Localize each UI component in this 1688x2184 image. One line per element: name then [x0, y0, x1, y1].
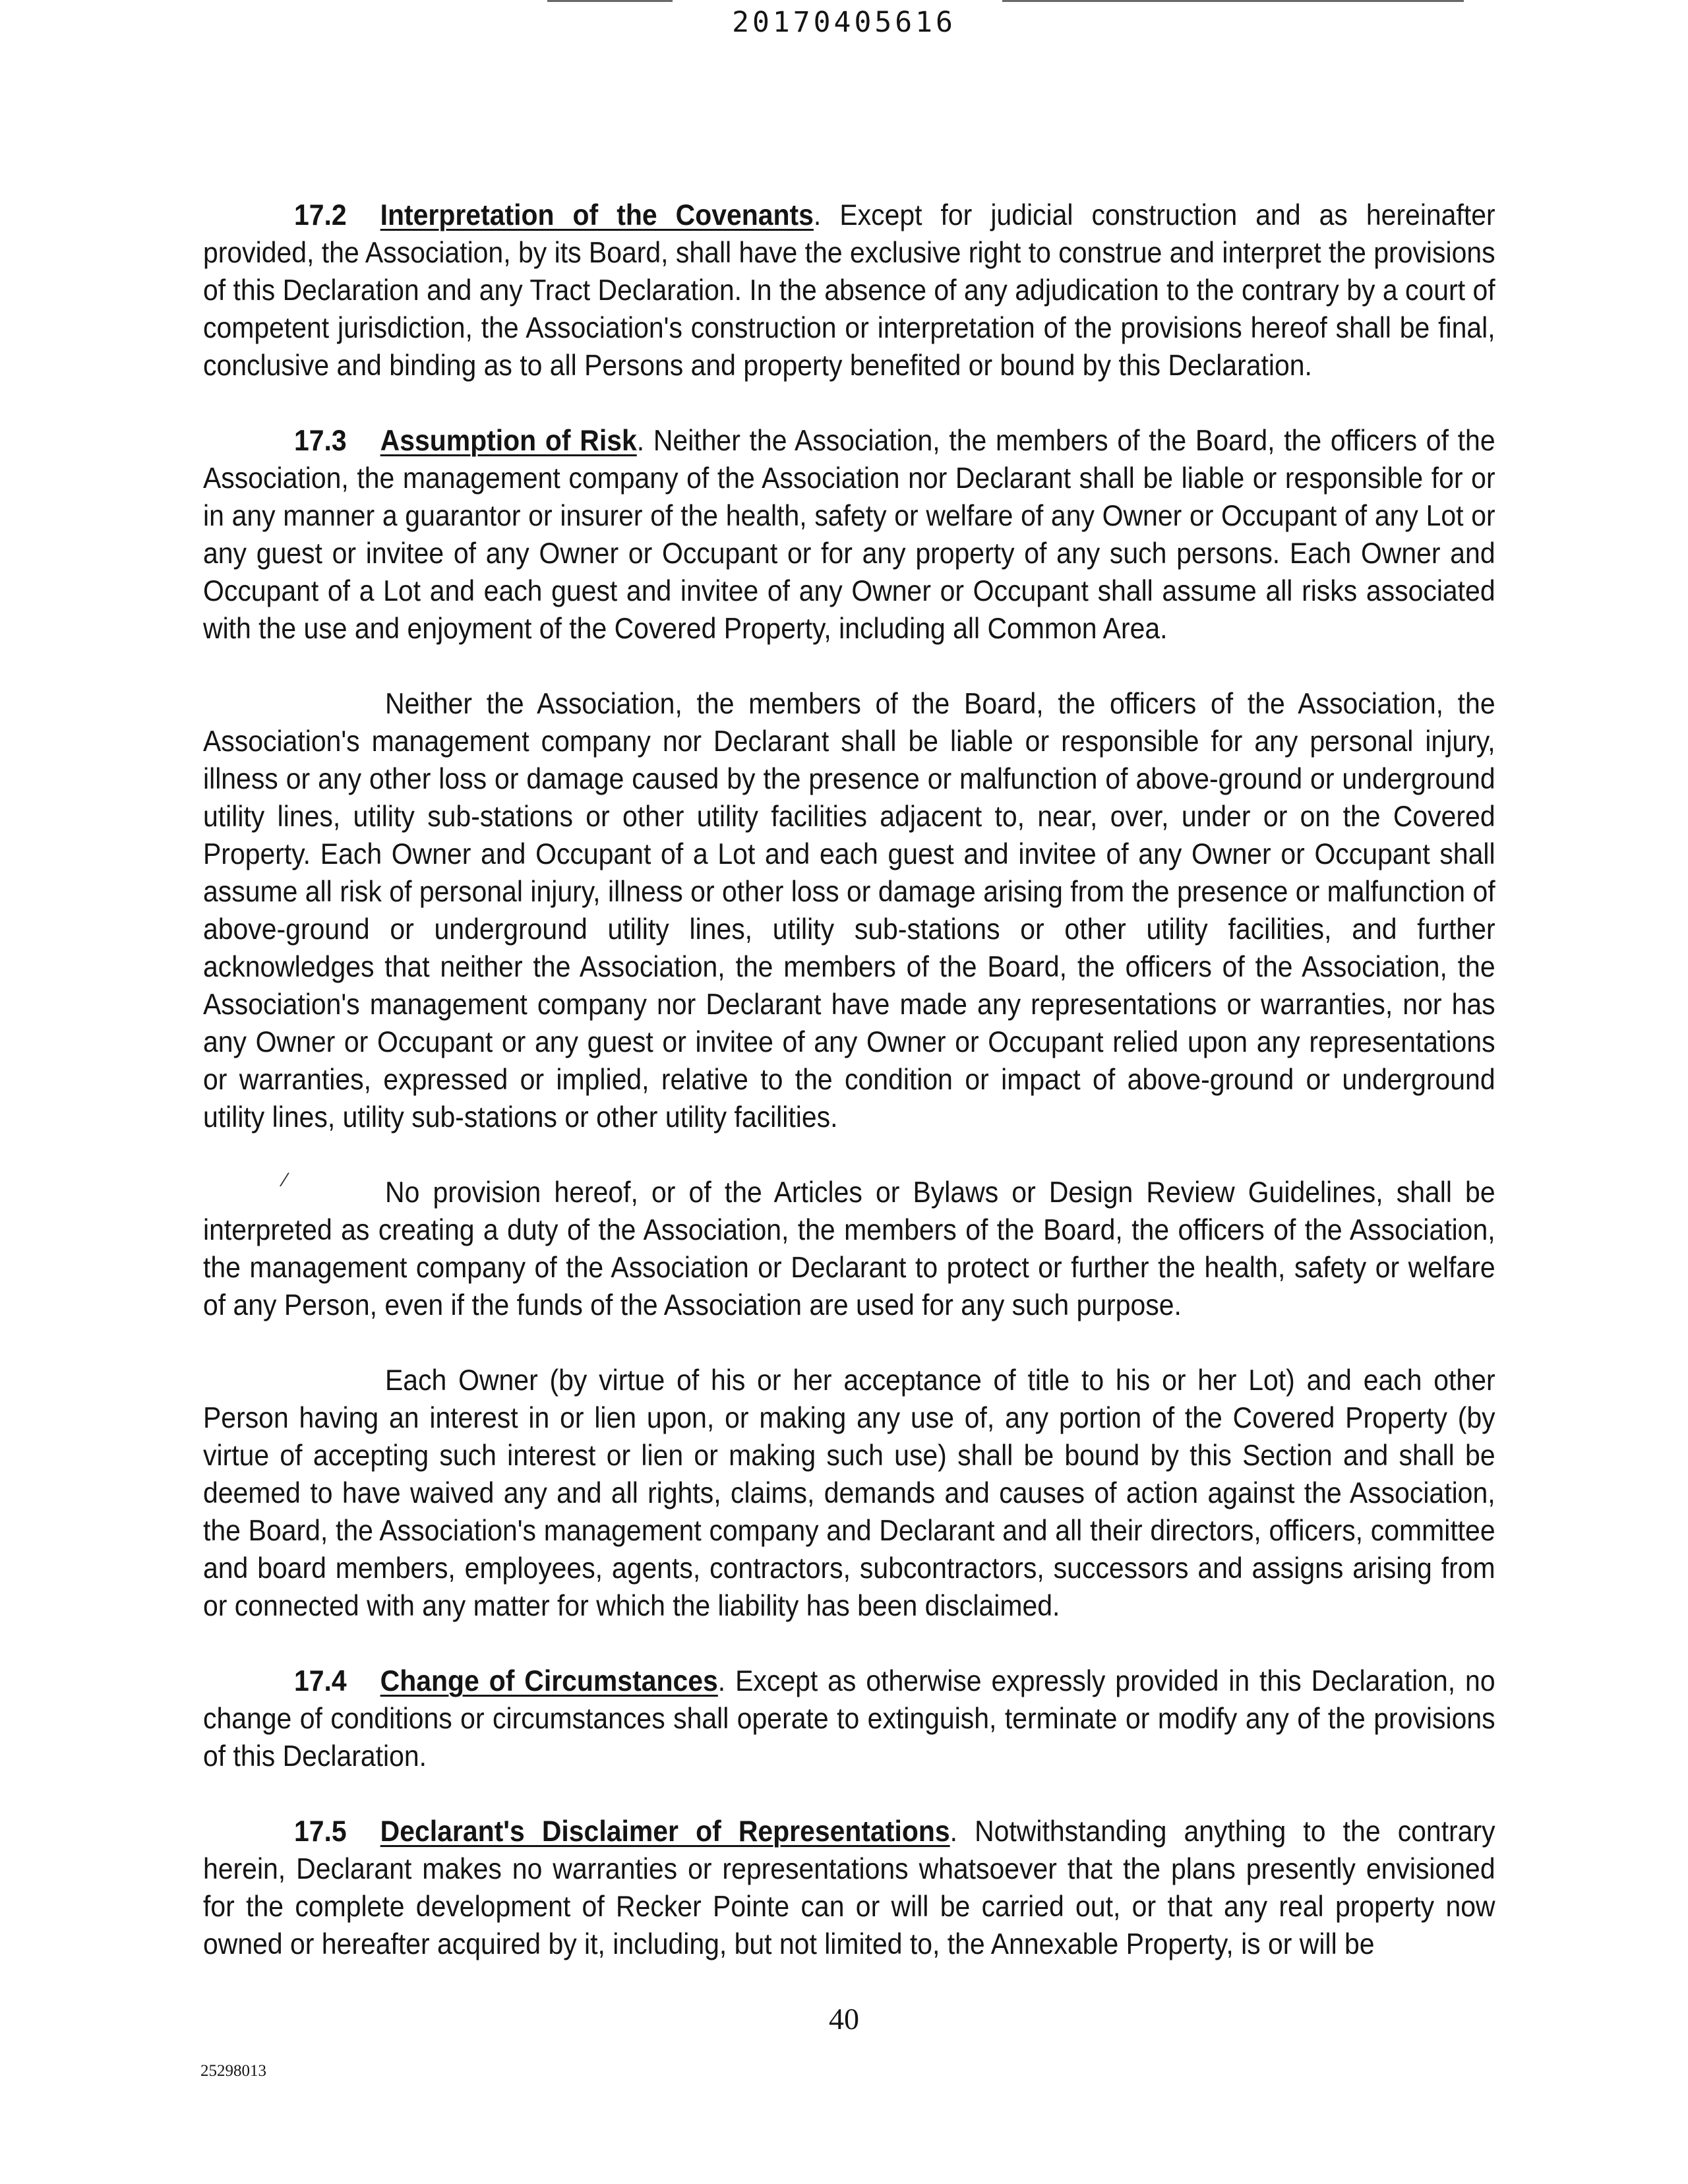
- paragraph-utility-liability: Neither the Association, the members of the Board, the officers of the Association, the Association's management company nor Declarant shall be liable or responsible for any personal injury, illness or any other loss or damage caused by the presence or malfunction of above-ground or underground utility lines, utility sub-stations or other utility facilities adjacent to, near, over, under or on the Covered Property. Each Owner and Occupant of a Lot and each guest and invitee of any Owner or Occupant shall assume all risk of personal injury, illness or other loss or damage arising from the presence or malfunction of above-ground or underground utility lines, utility sub-stations or other utility facilities, and further acknowledges that neither the Association, the members of the Board, the officers of the Association, the Association's management company nor Declarant have made any representations or warranties, nor has any Owner or Occupant or any guest or invitee of any Owner or Occupant relied upon any representations or warranties, expressed or implied, relative to the condition or impact of above-ground or underground utility lines, utility sub-stations or other utility facilities.: [203, 688, 1495, 1134]
- section-title: Interpretation of the Covenants: [380, 199, 814, 231]
- section-17-2: [203, 197, 1495, 384]
- page-number: 40: [829, 2002, 859, 2036]
- paragraph-no-duty: No provision hereof, or of the Articles or Bylaws or Design Review Guidelines, shall be interpreted as creating a duty of the Association, the members of the Board, the officers of the Association, the management company of the Association or Declarant to protect or further the health, safety or welfare of any Person, even if the funds of the Association are used for any such purpose.: [203, 1176, 1495, 1321]
- paragraph-waiver: Each Owner (by virtue of his or her acceptance of title to his or her Lot) and each other Person having an interest in or lien upon, or making any use of, any portion of the Covered Property (by virtue of accepting such interest or lien or making such use) shall be bound by this Section and shall be deemed to have waived any and all rights, claims, demands and causes of action against the Association, the Board, the Association's management company and Declarant and all their directors, officers, committee and board members, employees, agents, contractors, subcontractors, successors and assigns arising from or connected with any matter for which the liability has been disclaimed.: [203, 1364, 1495, 1622]
- section-number: 17.4: [294, 1665, 347, 1697]
- section-text: . Except as otherwise expressly provided in this Declaration, no change of conditions or circumstances shall operate to extinguish, terminate or modify any of the provisions of this Declaration.: [203, 1665, 1495, 1773]
- section-17-3: [203, 422, 1495, 648]
- section-title: Change of Circumstances: [380, 1665, 718, 1697]
- section-title: Assumption of Risk: [380, 425, 637, 457]
- document-body: [203, 197, 1495, 2001]
- section-text: . Neither the Association, the members of the Board, the officers of the Association, the management company of the Association nor Declarant shall be liable or responsible for or in any manner a guarantor or insurer of the health, safety or welfare of any Owner or Occupant of any Lot or any guest or invitee of any Owner or Occupant or for any property of any such persons. Each Owner and Occupant of a Lot and each guest and invitee of any Owner or Occupant shall assume all risks associated with the use and enjoyment of the Covered Property, including all Common Area.: [203, 425, 1495, 645]
- section-text: . Notwithstanding anything to the contrary herein, Declarant makes no warranties or representations whatsoever that the plans presently envisioned for the complete development of Recker Pointe can or will be carried out, or that any real property now owned or hereafter acquired by it, including, but not limited to, the Annexable Property, is or will be: [203, 1815, 1495, 1960]
- section-text: . Except for judicial construction and as hereinafter provided, the Association, by its Board, shall have the exclusive right to construe and interpret the provisions of this Declaration and any Tract Declaration. In the absence of any adjudication to the contrary by a court of competent jurisdiction, the Association's construction or interpretation of the provisions hereof shall be final, conclusive and binding as to all Persons and property benefited or bound by this Declaration.: [203, 199, 1495, 382]
- margin-mark: ⁄: [284, 1169, 287, 1191]
- document-id: 25298013: [200, 2062, 266, 2080]
- recording-number: 20170405616: [732, 6, 956, 39]
- scan-top-rule-right: [1002, 0, 1464, 2]
- section-17-4: [203, 1662, 1495, 1775]
- section-title: Declarant's Disclaimer of Representations: [380, 1815, 950, 1848]
- section-number: 17.5: [294, 1815, 347, 1848]
- section-17-5: [203, 1813, 1495, 1963]
- section-number: 17.3: [294, 425, 347, 457]
- section-number: 17.2: [294, 199, 347, 231]
- scan-top-rule-left: [547, 0, 673, 2]
